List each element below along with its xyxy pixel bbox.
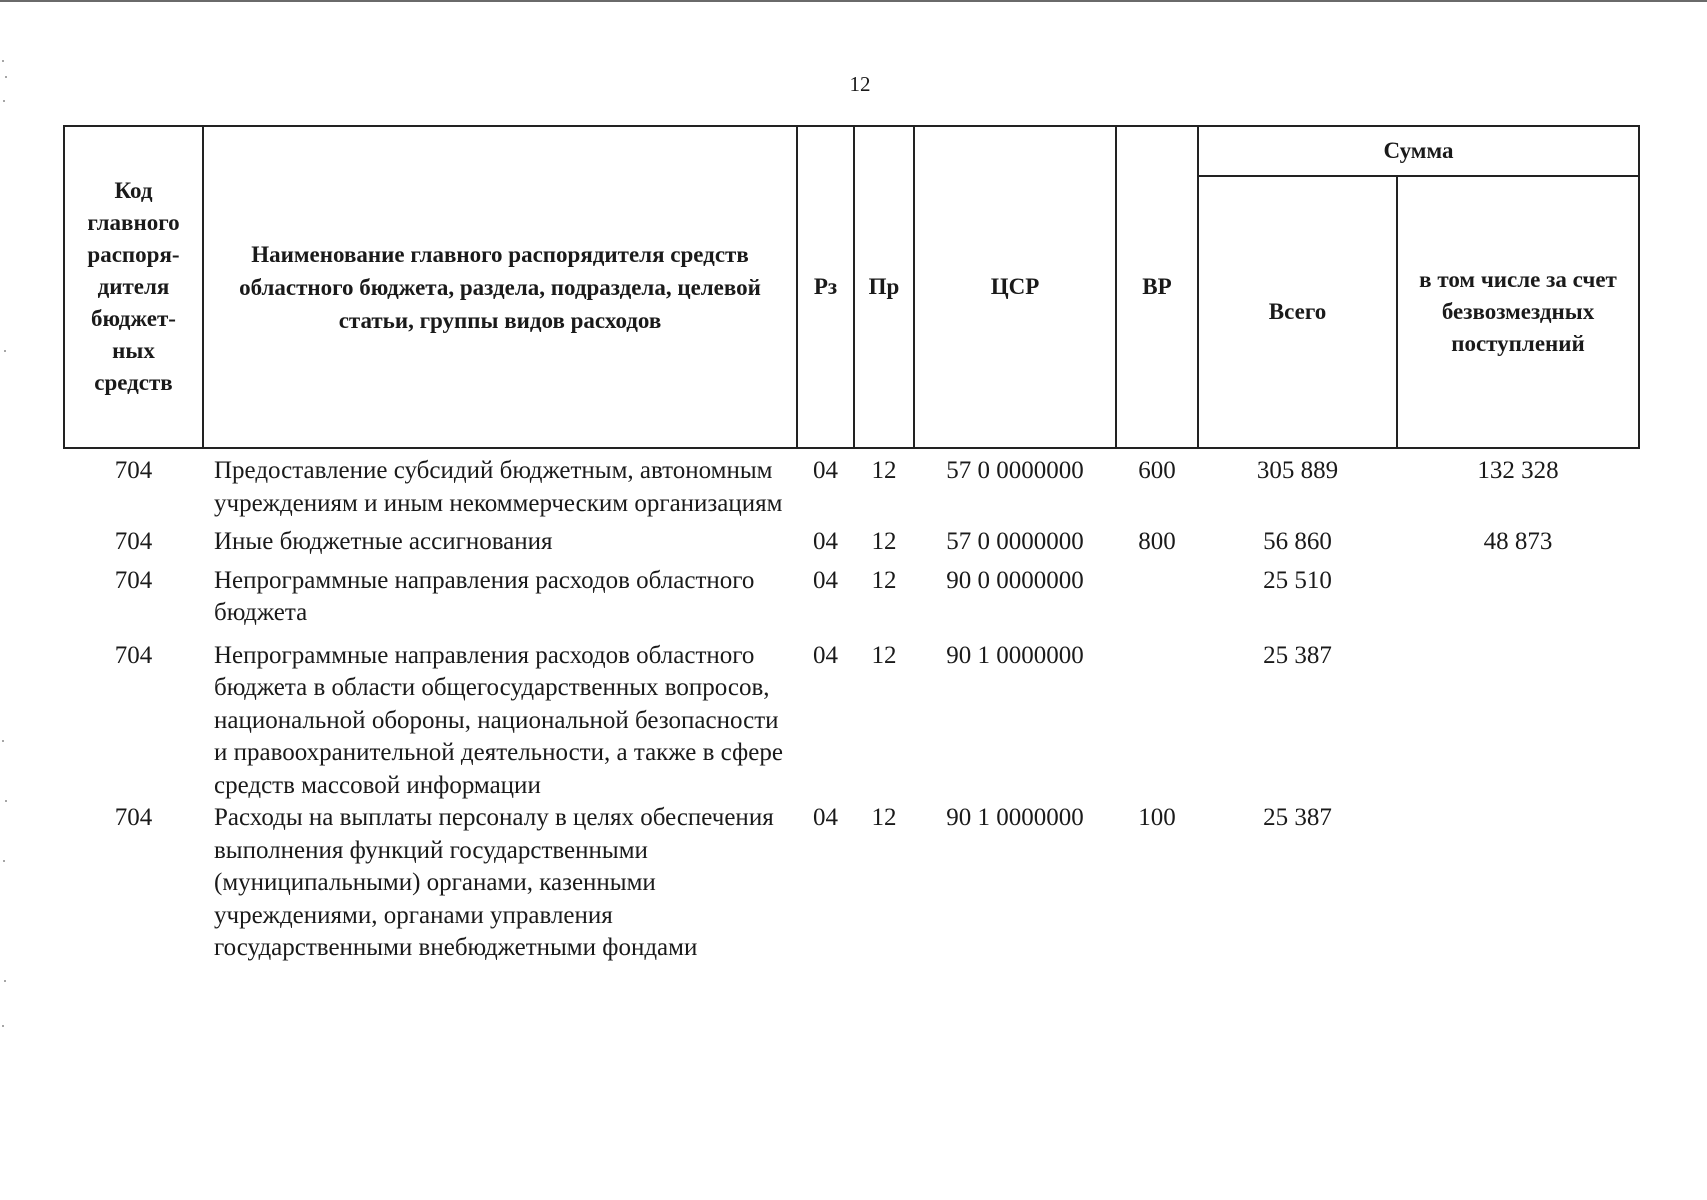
page-top-rule xyxy=(0,0,1707,2)
cell-grants: 48 873 xyxy=(1483,528,1553,555)
cell-pr: 12 xyxy=(871,804,897,831)
header-pr: Пр xyxy=(854,126,914,448)
cell-code: 704 xyxy=(114,566,153,594)
cell-grants: 132 328 xyxy=(1477,457,1559,484)
cell-name: Иные бюджетные ассигнования xyxy=(214,528,553,555)
cell-total: 305 889 xyxy=(1256,457,1339,484)
table-header xyxy=(64,126,1639,448)
header-csr: ЦСР xyxy=(914,126,1116,448)
cell-vr: 800 xyxy=(1138,528,1176,555)
cell-name: Непрограммные направления расходов областного бюджета в области общегосударственных вопросов, национальной обороны, национальной безопасности и правоохранительной деятельности, а также в сфере средств массовой информации xyxy=(214,641,783,799)
cell-code: 704 xyxy=(114,641,153,669)
budget-table xyxy=(63,125,1640,965)
cell-csr: 57 0 0000000 xyxy=(946,457,1084,484)
cell-pr: 12 xyxy=(871,566,897,594)
cell-rz: 04 xyxy=(813,641,838,669)
header-total: Всего xyxy=(1198,176,1397,448)
table-body xyxy=(64,448,1639,965)
cell-grants xyxy=(1397,565,1639,640)
cell-pr: 12 xyxy=(871,457,897,484)
cell-pr: 12 xyxy=(871,528,897,555)
cell-code: 704 xyxy=(114,457,153,484)
cell-vr xyxy=(1116,565,1198,640)
cell-pr: 12 xyxy=(871,641,897,669)
header-grants: в том числе за счет безвозмездных поступлений xyxy=(1397,176,1639,448)
cell-csr: 57 0 0000000 xyxy=(946,528,1084,555)
cell-rz: 04 xyxy=(813,566,838,594)
header-rz: Рз xyxy=(797,126,854,448)
cell-vr: 100 xyxy=(1138,804,1176,831)
scan-margin-specks xyxy=(0,40,12,1040)
table-row xyxy=(64,526,1639,565)
cell-grants xyxy=(1397,802,1639,965)
cell-code: 704 xyxy=(114,528,153,555)
cell-rz: 04 xyxy=(813,528,838,555)
cell-csr: 90 0 0000000 xyxy=(946,566,1084,594)
cell-grants xyxy=(1397,640,1639,803)
table-row xyxy=(64,802,1639,965)
cell-total: 25 387 xyxy=(1263,804,1332,831)
cell-vr: 600 xyxy=(1138,457,1176,484)
table-row xyxy=(64,565,1639,640)
cell-total: 25 510 xyxy=(1263,566,1332,594)
cell-csr: 90 1 0000000 xyxy=(946,804,1084,831)
table-row xyxy=(64,448,1639,526)
table-row xyxy=(64,640,1639,803)
cell-name: Расходы на выплаты персоналу в целях обеспечения выполнения функций государственными (муниципальными) органами, казенными учреждениями, органами управления государственными внебюджетными фондами xyxy=(214,804,774,961)
header-code: Код главного распоря-дителя бюджет-ных средств xyxy=(64,126,203,448)
header-vr: ВР xyxy=(1116,126,1198,448)
cell-csr: 90 1 0000000 xyxy=(946,641,1084,669)
cell-name: Предоставление субсидий бюджетным, автономным учреждениям и иным некоммерческим организациям xyxy=(214,457,783,517)
header-sum: Сумма xyxy=(1198,126,1639,176)
cell-total: 25 387 xyxy=(1263,641,1332,669)
cell-rz: 04 xyxy=(813,804,838,831)
page-number: 12 xyxy=(849,72,871,96)
cell-name: Непрограммные направления расходов областного бюджета xyxy=(214,566,755,626)
cell-total: 56 860 xyxy=(1263,528,1332,555)
cell-rz: 04 xyxy=(813,457,838,484)
cell-vr xyxy=(1116,640,1198,803)
header-name: Наименование главного распорядителя средств областного бюджета, раздела, подраздела, целевой статьи, группы видов расходов xyxy=(203,126,797,448)
cell-code: 704 xyxy=(114,804,153,831)
